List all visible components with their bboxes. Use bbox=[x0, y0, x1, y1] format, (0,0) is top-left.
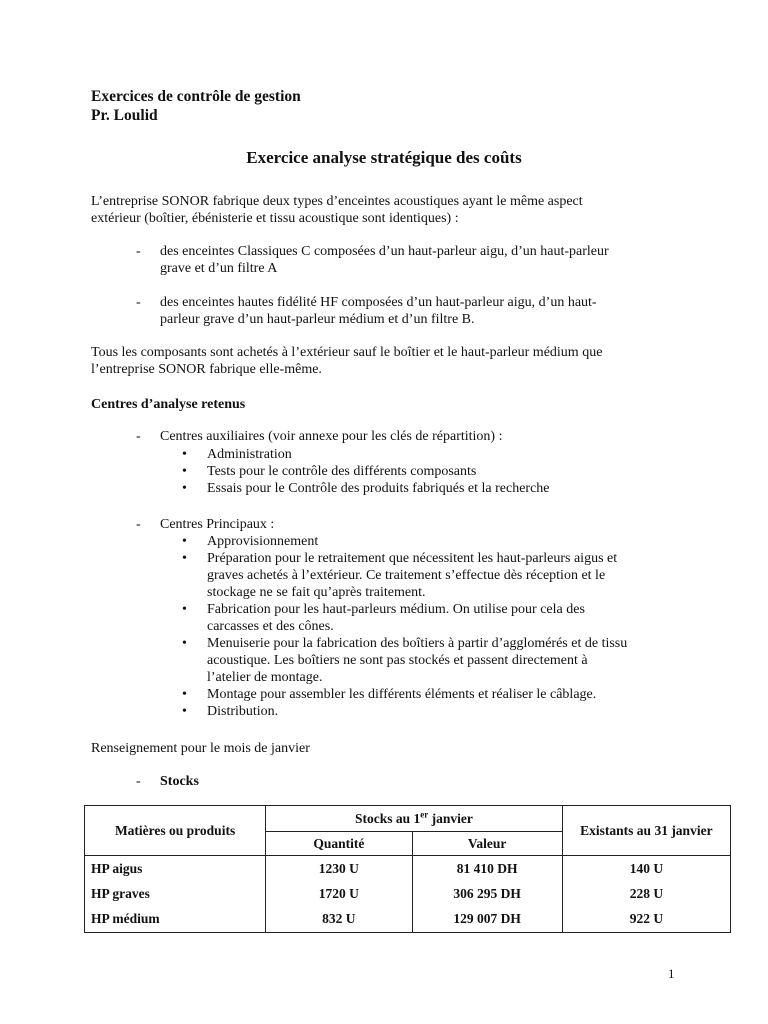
main-centres-label: Centres Principaux : bbox=[160, 517, 275, 532]
centres-heading: Centres d’analyse retenus bbox=[91, 397, 246, 412]
table-header-row bbox=[85, 806, 731, 832]
list-item-line: • Distribution. bbox=[207, 704, 279, 719]
course-title: Exercices de contrôle de gestion bbox=[91, 88, 301, 105]
list-item-line: acoustique. Les boîtiers ne sont pas stockés et passent directement à bbox=[207, 653, 588, 668]
list-item bbox=[160, 243, 700, 277]
list-item bbox=[160, 294, 700, 328]
cell-quantite: 1230 U bbox=[266, 856, 412, 881]
list-item-line: • Approvisionnement bbox=[207, 534, 319, 549]
header-stocks-text: Stocks au 1 bbox=[355, 811, 421, 826]
paragraph-line: l’entreprise SONOR fabrique elle-même. bbox=[91, 362, 322, 377]
list-item bbox=[182, 533, 682, 550]
cell-product: HP médium bbox=[85, 906, 266, 933]
list-item-line: grave et d’un filtre A bbox=[160, 261, 278, 276]
dash-marker: - bbox=[136, 517, 141, 532]
list-item: • Essais pour le Contrôle des produits fabriqués et la recherche bbox=[182, 480, 682, 497]
cell-quantite: 1720 U bbox=[266, 881, 412, 906]
intro-paragraph bbox=[91, 193, 691, 227]
intro-line: L’entreprise SONOR fabrique deux types d’enceintes acoustiques ayant le même aspect bbox=[91, 194, 583, 209]
stocks-table bbox=[84, 805, 731, 933]
exercise-title: Exercice analyse stratégique des coûts bbox=[246, 148, 522, 167]
page-number: 1 bbox=[668, 966, 675, 981]
list-item bbox=[182, 601, 682, 635]
list-item: • Administration bbox=[182, 446, 682, 463]
list-item bbox=[182, 635, 682, 686]
dash-marker: - bbox=[136, 244, 141, 259]
list-item-line: des enceintes Classiques C composées d’un haut-parleur aigu, d’un haut-parleur bbox=[160, 244, 609, 259]
dash-marker: - bbox=[136, 429, 141, 444]
header-product: Matières ou produits bbox=[85, 806, 266, 856]
paragraph-line: Tous les composants sont achetés à l’extérieur sauf le boîtier et le haut-parleur médium que bbox=[91, 345, 603, 360]
dash-marker: - bbox=[136, 774, 141, 789]
stocks-label: Stocks bbox=[160, 774, 199, 789]
header-quantite: Quantité bbox=[266, 832, 412, 856]
table-row bbox=[85, 906, 731, 933]
list-item-line: stockage ne se fait qu’après traitement. bbox=[207, 585, 426, 600]
list-item-line: • Menuiserie pour la fabrication des boîtiers à partir d’agglomérés et de tissu bbox=[207, 636, 628, 651]
cell-valeur: 306 295 DH bbox=[412, 881, 562, 906]
list-item bbox=[182, 703, 682, 720]
list-item-line: • Montage pour assembler les différents éléments et réaliser le câblage. bbox=[207, 687, 597, 702]
list-item: • Tests pour le contrôle des différents composants bbox=[182, 463, 682, 480]
dash-marker: - bbox=[136, 295, 141, 310]
cell-valeur: 129 007 DH bbox=[412, 906, 562, 933]
list-item-line: parleur grave d’un haut-parleur médium et d’un filtre B. bbox=[160, 312, 475, 327]
cell-valeur: 81 410 DH bbox=[412, 856, 562, 881]
list-item bbox=[182, 686, 682, 703]
header-existants: Existants au 31 janvier bbox=[562, 806, 730, 856]
header-stocks-text: janvier bbox=[428, 811, 473, 826]
author-name: Pr. Loulid bbox=[91, 107, 158, 124]
intro-line: extérieur (boîtier, ébénisterie et tissu acoustique sont identiques) : bbox=[91, 211, 459, 226]
main-centres-list bbox=[182, 533, 682, 720]
auxiliary-centres-label: Centres auxiliaires (voir annexe pour les clés de répartition) : bbox=[160, 429, 503, 444]
list-item bbox=[182, 550, 682, 601]
list-item-line: des enceintes hautes fidélité HF composées d’un haut-parleur aigu, d’un haut- bbox=[160, 295, 597, 310]
header-valeur: Valeur bbox=[412, 832, 562, 856]
list-item-line: graves achetés à l’extérieur. Ce traitement s’effectue dès réception et le bbox=[207, 568, 606, 583]
list-item-line: • Fabrication pour les haut-parleurs médium. On utilise pour cela des bbox=[207, 602, 585, 617]
renseignement-line: Renseignement pour le mois de janvier bbox=[91, 741, 310, 756]
cell-existants: 922 U bbox=[562, 906, 730, 933]
header-stocks bbox=[266, 806, 563, 832]
cell-existants: 228 U bbox=[562, 881, 730, 906]
cell-quantite: 832 U bbox=[266, 906, 412, 933]
table-row bbox=[85, 856, 731, 881]
auxiliary-centres-list bbox=[182, 446, 682, 497]
table-row bbox=[85, 881, 731, 906]
header-stocks-sup: er bbox=[420, 809, 429, 820]
cell-product: HP aigus bbox=[85, 856, 266, 881]
components-paragraph bbox=[91, 344, 691, 378]
list-item-line: l’atelier de montage. bbox=[207, 670, 323, 685]
cell-product: HP graves bbox=[85, 881, 266, 906]
cell-existants: 140 U bbox=[562, 856, 730, 881]
list-item-line: carcasses et des cônes. bbox=[207, 619, 334, 634]
list-item-line: • Préparation pour le retraitement que nécessitent les haut-parleurs aigus et bbox=[207, 551, 618, 566]
